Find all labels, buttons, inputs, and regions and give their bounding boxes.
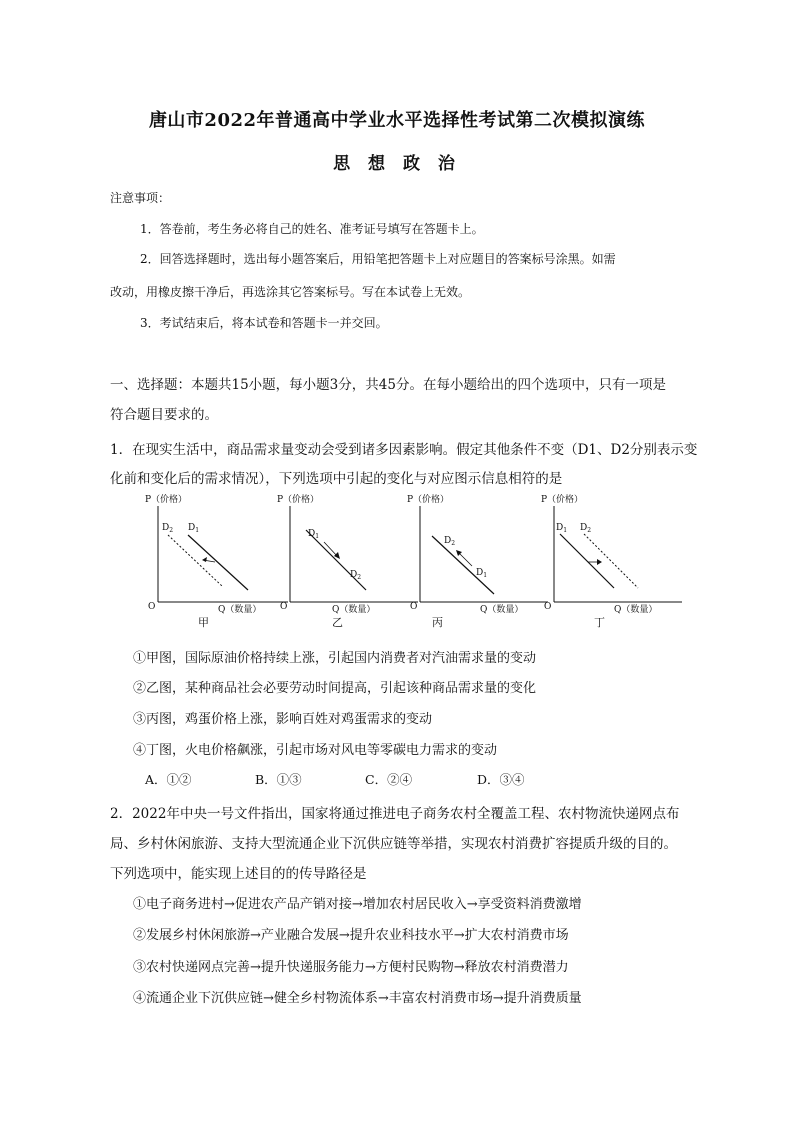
exam-title: 唐山市2022年普通高中学业水平选择性考试第二次模拟演练 bbox=[148, 110, 646, 131]
arrow-head bbox=[202, 557, 207, 562]
section-heading: 一、选择题：本题共15小题，每小题3分，共45分。在每小题给出的四个选项中，只有一项是 bbox=[110, 377, 666, 393]
q1-answer-b: B．①③ bbox=[255, 772, 302, 787]
demand-curve bbox=[432, 536, 494, 594]
arrow-head bbox=[597, 559, 602, 565]
q2-option-3: ③农村快递网点完善→提升快递服务能力→方便村民购物→释放农村消费潜力 bbox=[133, 960, 569, 975]
q1-option-3: ③丙图，鸡蛋价格上涨，影响百姓对鸡蛋需求的变动 bbox=[133, 712, 433, 727]
origin-label: O bbox=[410, 602, 418, 612]
demand-curve-d2 bbox=[168, 535, 222, 586]
d2-label: $D_2$ bbox=[580, 523, 592, 534]
question-1-line-1: 1．在现实生活中，商品需求量变动会受到诸多因素影响。假定其他条件不变（D1、D2分别表示变 bbox=[110, 442, 698, 458]
d1-label: $D_1$ bbox=[476, 568, 488, 579]
x-axis-label: Q（数量） bbox=[614, 605, 658, 615]
q1-option-1: ①甲图，国际原油价格持续上涨，引起国内消费者对汽油需求量的变动 bbox=[133, 651, 537, 666]
arrow-head bbox=[334, 552, 340, 559]
question-2-line-1: 2．2022年中央一号文件指出，国家将通过推进电子商务农村全覆盖工程、农村物流快递网点布 bbox=[110, 806, 680, 822]
demand-curve-d2 bbox=[584, 534, 638, 588]
note-item-3: 3．考试结束后，将本试卷和答题卡一并交回。 bbox=[140, 316, 388, 330]
note-item-1: 1．答卷前，考生务必将自己的姓名、准考证号填写在答题卡上。 bbox=[140, 222, 484, 236]
chart-label: 丙 bbox=[432, 616, 443, 629]
q1-answer-a: A．①② bbox=[145, 772, 192, 787]
note-item-2-cont: 改动，用橡皮擦干净后，再选涂其它答案标号。写在本试卷上无效。 bbox=[110, 285, 471, 299]
y-axis-label: P（价格） bbox=[407, 495, 450, 505]
chart-yi bbox=[272, 490, 422, 640]
y-axis-label: P（价格） bbox=[541, 495, 584, 505]
origin-label: O bbox=[280, 602, 288, 612]
d2-label: $D_2$ bbox=[162, 523, 174, 534]
q1-answer-c: C．②④ bbox=[365, 772, 413, 787]
note-item-2: 2．回答选择题时，选出每小题答案后，用铅笔把答题卡上对应题目的答案标号涂黑。如需 bbox=[140, 252, 616, 266]
y-axis-label: P（价格） bbox=[277, 495, 320, 505]
d1-label: $D_1$ bbox=[556, 523, 568, 534]
d2-label: $D_2$ bbox=[444, 536, 456, 547]
y-axis-label: P（价格） bbox=[145, 495, 188, 505]
x-axis-label: Q（数量） bbox=[332, 605, 376, 615]
q1-option-2: ②乙图，某种商品社会必要劳动时间提高，引起该种商品需求量的变化 bbox=[133, 681, 537, 696]
movement-arrow bbox=[458, 552, 472, 566]
chart-bing bbox=[402, 490, 552, 640]
q2-option-2: ②发展乡村休闲旅游→产业融合发展→提升农业科技水平→扩大农村消费市场 bbox=[133, 928, 569, 943]
x-axis-label: Q（数量） bbox=[480, 605, 524, 615]
question-2-line-3: 下列选项中，能实现上述目的的传导路径是 bbox=[110, 866, 367, 882]
d1-label: $D_1$ bbox=[308, 529, 320, 540]
chart-jia bbox=[140, 490, 290, 640]
section-heading-cont: 符合题目要求的。 bbox=[110, 407, 218, 423]
d2-label: $D_2$ bbox=[350, 570, 362, 581]
x-axis-label: Q（数量） bbox=[218, 605, 262, 615]
question-2-line-2: 局、乡村休闲旅游、支持大型流通企业下沉供应链等举措，实现农村消费扩容提质升级的目的。 bbox=[110, 836, 677, 852]
q2-option-1: ①电子商务进村→促进农产品产销对接→增加农村居民收入→享受资料消费激增 bbox=[133, 897, 582, 912]
demand-curve-d1 bbox=[560, 534, 614, 588]
q1-answer-d: D．③④ bbox=[477, 772, 525, 787]
chart-ding bbox=[536, 490, 686, 640]
d1-label: $D_1$ bbox=[188, 523, 200, 534]
origin-label: O bbox=[148, 602, 156, 612]
subject-title: 思 想 政 治 bbox=[333, 154, 461, 174]
question-1-line-2: 化前和变化后的需求情况），下列选项中引起的变化与对应图示信息相符的是 bbox=[110, 471, 563, 487]
chart-label: 乙 bbox=[332, 616, 343, 629]
chart-label: 甲 bbox=[198, 616, 209, 629]
notes-heading: 注意事项： bbox=[110, 191, 171, 205]
q1-option-4: ④丁图，火电价格飙涨，引起市场对风电等零碳电力需求的变动 bbox=[133, 743, 498, 758]
chart-label: 丁 bbox=[594, 616, 605, 629]
origin-label: O bbox=[544, 602, 552, 612]
q2-option-4: ④流通企业下沉供应链→健全乡村物流体系→丰富农村消费市场→提升消费质量 bbox=[133, 991, 582, 1006]
